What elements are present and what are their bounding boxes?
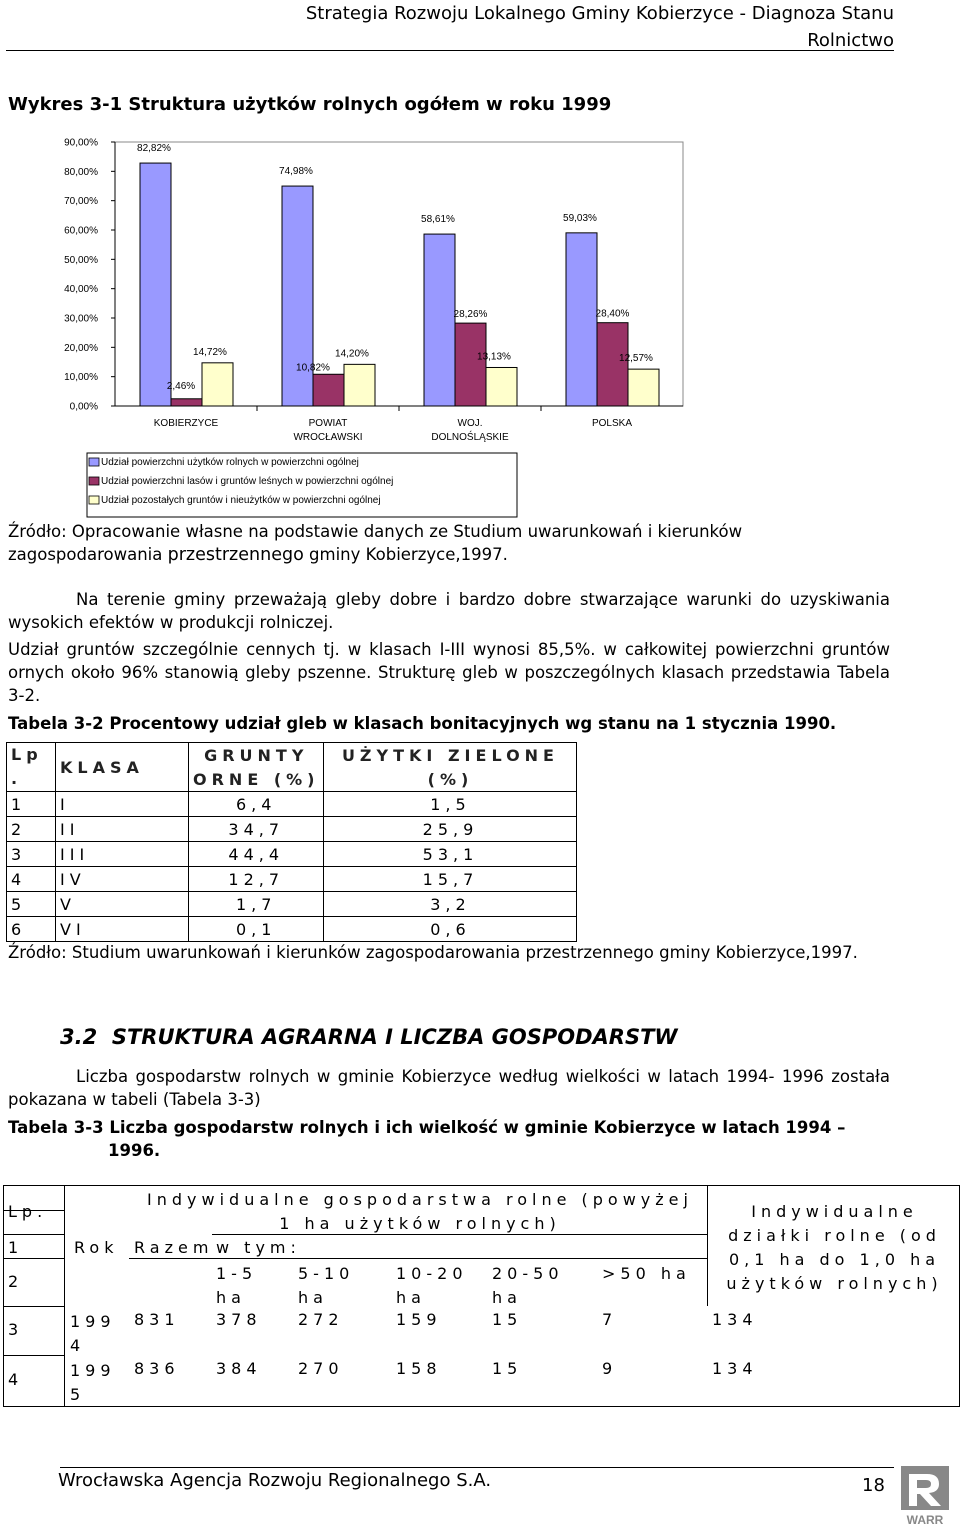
y-tick-label: 60,00%	[64, 225, 98, 237]
section-number: 3.2	[60, 1025, 98, 1049]
size-unit: ha	[216, 1288, 246, 1307]
bar	[140, 163, 171, 406]
column-rule	[64, 1186, 65, 1406]
column-rule	[707, 1186, 708, 1306]
year-part: 5	[70, 1385, 86, 1404]
footer-rule	[60, 1467, 894, 1468]
wtym-header: w tym:	[216, 1238, 301, 1257]
header-lp-line1: Lp	[11, 745, 43, 764]
soil-class-table	[6, 742, 577, 942]
size-range: 5-10	[298, 1264, 355, 1283]
bar	[455, 323, 486, 406]
section-title: STRUKTURA AGRARNA I LICZBA GOSPODARSTW	[111, 1025, 678, 1049]
lp-number: 2	[8, 1272, 24, 1291]
value-cell: 272	[298, 1310, 344, 1329]
lp-number: 1	[8, 1238, 24, 1257]
value-cell: 15	[492, 1359, 523, 1378]
dzialki-header-line: użytków rolnych)	[726, 1274, 943, 1293]
ind-header	[140, 1188, 700, 1236]
size-header	[602, 1262, 691, 1286]
size-header	[298, 1262, 354, 1310]
table3-caption-line2: 1996.	[108, 1141, 161, 1160]
header-percent: (%)	[324, 767, 577, 792]
y-tick-label: 10,00%	[64, 372, 98, 384]
header-rule	[6, 50, 894, 51]
paragraph-1: Na terenie gminy przeważają gleby dobre i bardzo dobre stwarzające warunki do uzyskiwania wysokich efektów w produkcji rolniczej.	[8, 590, 890, 632]
bar	[202, 363, 233, 406]
divider	[129, 1258, 707, 1259]
lp-header: Lp.	[8, 1202, 48, 1221]
bar-chart	[0, 130, 700, 520]
year-part: 199	[70, 1312, 116, 1331]
category-label: WOJ.	[457, 418, 483, 429]
legend-swatch	[89, 458, 99, 466]
size-unit: ha	[298, 1288, 328, 1307]
value-cell: 9	[602, 1359, 618, 1378]
uzytki-cell: 25,9	[324, 817, 577, 842]
header-klasa: KLASA	[56, 743, 189, 792]
y-tick-label: 40,00%	[64, 284, 98, 296]
data-label: 13,13%	[477, 351, 511, 363]
size-range: 20-50	[492, 1264, 564, 1283]
value-cell: 158	[396, 1359, 442, 1378]
bar	[171, 399, 202, 406]
lp-cell: 5	[7, 892, 56, 917]
table-row	[7, 842, 577, 867]
footer-org: Wrocławska Agencja Rozwoju Regionalnego S.A.	[58, 1470, 492, 1491]
value-cell: 7	[602, 1310, 618, 1329]
table-header-row	[7, 743, 577, 768]
data-label: 59,03%	[563, 212, 597, 224]
ind-header-line2: 1 ha użytków rolnych)	[279, 1214, 561, 1233]
data-label: 10,82%	[296, 362, 330, 374]
lp-cell: 4	[7, 867, 56, 892]
chart-source-text-b: przestrzennego	[167, 545, 304, 565]
figure-title: Wykres 3-1 Struktura użytków rolnych ogółem w roku 1999	[8, 94, 612, 115]
data-label: 14,20%	[335, 348, 369, 360]
svg-text:WARR: WARR	[906, 1513, 944, 1527]
year-cell	[70, 1359, 116, 1407]
year-cell	[70, 1310, 116, 1358]
orne-cell: 12,7	[189, 867, 324, 892]
size-range: >50 ha	[602, 1264, 691, 1283]
size-header	[216, 1262, 257, 1310]
chart-source-line2	[8, 543, 890, 567]
header-orne: ORNE (%)	[189, 767, 324, 792]
klasa-cell: I	[56, 792, 189, 817]
y-tick-label: 50,00%	[64, 254, 98, 266]
data-label: 2,46%	[166, 380, 196, 392]
header-lp	[7, 743, 56, 792]
chart-source-line1: Źródło: Opracowanie własne na podstawie danych ze Studium uwarunkowań i kierunków	[8, 522, 743, 541]
orne-cell: 44,4	[189, 842, 324, 867]
year-part: 4	[70, 1336, 86, 1355]
size-range: 10-20	[396, 1264, 468, 1283]
chart-source-text-c: gminy Kobierzyce,1997.	[303, 545, 508, 564]
uzytki-cell: 1,5	[324, 792, 577, 817]
data-label: 12,57%	[619, 353, 653, 365]
bar	[628, 369, 659, 406]
value-cell: 270	[298, 1359, 344, 1378]
data-label: 82,82%	[137, 143, 171, 155]
value-cell: 831	[134, 1310, 180, 1329]
dzialki-header-line: działki rolne (od	[728, 1226, 941, 1245]
header-uzytki: UŻYTKI ZIELONE	[324, 743, 577, 768]
data-label: 28,40%	[595, 308, 630, 320]
legend-label: Udział pozostałych gruntów i nieużytków w powierzchni ogólnej	[101, 495, 381, 506]
y-tick-label: 90,00%	[64, 137, 98, 149]
lp-cell: 3	[7, 842, 56, 867]
value-cell: 384	[216, 1359, 262, 1378]
dzialki-header-line: Indywidualne	[751, 1202, 918, 1221]
lp-cell: 2	[7, 817, 56, 842]
uzytki-cell: 3,2	[324, 892, 577, 917]
running-header-line2: Rolnictwo	[807, 30, 894, 51]
value-cell: 836	[134, 1359, 180, 1378]
running-header	[306, 0, 894, 54]
divider	[4, 1306, 64, 1307]
paragraph-3: Liczba gospodarstw rolnych w gminie Kobierzyce według wielkości w latach 1994- 1996 została pokazana w tabeli (Tabela 3-3)	[8, 1067, 890, 1109]
razem-header: Razem	[134, 1238, 214, 1257]
lp-number: 4	[8, 1370, 24, 1389]
size-unit: ha	[396, 1288, 426, 1307]
rok-header: Rok	[74, 1238, 119, 1257]
legend-swatch	[89, 477, 99, 485]
uzytki-cell: 15,7	[324, 867, 577, 892]
header-grunty: GRUNTY	[189, 743, 324, 768]
bar	[566, 233, 597, 406]
category-label: KOBIERZYCE	[153, 418, 219, 429]
size-header	[492, 1262, 564, 1310]
lp-cell: 1	[7, 792, 56, 817]
category-label: WROCŁAWSKI	[293, 432, 363, 443]
data-label: 28,26%	[453, 309, 488, 321]
value-cell: 378	[216, 1310, 262, 1329]
farm-table	[3, 1185, 960, 1407]
lp-number: 3	[8, 1320, 24, 1339]
y-tick-label: 0,00%	[69, 401, 98, 413]
bar	[424, 234, 455, 406]
bar	[597, 323, 628, 406]
value-cell: 134	[712, 1359, 758, 1378]
orne-cell: 6,4	[189, 792, 324, 817]
data-label: 58,61%	[421, 214, 455, 226]
klasa-cell: II	[56, 817, 189, 842]
dzialki-header	[712, 1200, 957, 1296]
table-row	[7, 917, 577, 942]
category-label: DOLNOŚLĄSKIE	[431, 432, 509, 443]
table3-caption	[8, 1116, 890, 1162]
legend-label: Udział powierzchni lasów i gruntów leśnych w powierzchni ogólnej	[101, 476, 394, 487]
warr-logo	[897, 1464, 953, 1528]
y-tick-label: 70,00%	[64, 196, 98, 208]
legend-swatch	[89, 496, 99, 504]
table-row	[7, 892, 577, 917]
value-cell: 159	[396, 1310, 442, 1329]
divider	[4, 1355, 64, 1356]
data-label: 74,98%	[279, 166, 313, 178]
size-header	[396, 1262, 468, 1310]
divider	[4, 1258, 64, 1259]
chart-source	[8, 520, 890, 567]
table-row	[7, 792, 577, 817]
klasa-cell: VI	[56, 917, 189, 942]
size-unit: ha	[492, 1288, 522, 1307]
y-tick-label: 80,00%	[64, 166, 98, 178]
bar	[486, 367, 517, 406]
size-range: 1-5	[216, 1264, 258, 1283]
table2-source: Źródło: Studium uwarunkowań i kierunków zagospodarowania przestrzennego gminy Kobierzyce,1997.	[8, 943, 858, 962]
bar	[313, 374, 344, 406]
divider	[4, 1234, 64, 1235]
table2-caption: Tabela 3-2 Procentowy udział gleb w klasach bonitacyjnych wg stanu na 1 stycznia 1990.	[8, 714, 837, 733]
running-header-line1: Strategia Rozwoju Lokalnego Gminy Kobierzyce - Diagnoza Stanu	[305, 3, 894, 24]
value-cell: 15	[492, 1310, 523, 1329]
y-tick-label: 30,00%	[64, 313, 98, 325]
bar	[344, 364, 375, 406]
uzytki-cell: 53,1	[324, 842, 577, 867]
section-heading	[60, 1025, 678, 1049]
orne-cell: 0,1	[189, 917, 324, 942]
klasa-cell: V	[56, 892, 189, 917]
paragraph-2: Udział gruntów szczególnie cennych tj. w klasach I-III wynosi 85,5%. w całkowitej powierzchni gruntów ornych około 96% stanowią gleby pszenne. Strukturę gleb w poszczególnych klasach przedstawia Tabela 3-2.	[8, 640, 890, 705]
uzytki-cell: 0,6	[324, 917, 577, 942]
category-label: POLSKA	[591, 418, 633, 429]
header-lp-line2: .	[11, 769, 23, 788]
orne-cell: 1,7	[189, 892, 324, 917]
table-row	[7, 817, 577, 842]
ind-header-line1: Indywidualne gospodarstwa rolne (powyżej	[147, 1190, 693, 1209]
y-tick-label: 20,00%	[64, 342, 98, 354]
data-label: 14,72%	[193, 346, 227, 358]
chart-source-text-a: zagospodarowania	[8, 545, 168, 564]
value-cell: 134	[712, 1310, 758, 1329]
table3-caption-line1: Tabela 3-3 Liczba gospodarstw rolnych i ich wielkość w gminie Kobierzyce w latach 1994 –	[8, 1118, 846, 1137]
dzialki-header-line: 0,1 ha do 1,0 ha	[728, 1250, 941, 1269]
orne-cell: 34,7	[189, 817, 324, 842]
table-row	[7, 867, 577, 892]
page-number: 18	[862, 1475, 885, 1496]
lp-cell: 6	[7, 917, 56, 942]
category-label: POWIAT	[308, 418, 348, 429]
year-part: 199	[70, 1361, 116, 1380]
klasa-cell: III	[56, 842, 189, 867]
klasa-cell: IV	[56, 867, 189, 892]
legend-label: Udział powierzchni użytków rolnych w powierzchni ogólnej	[101, 457, 359, 468]
